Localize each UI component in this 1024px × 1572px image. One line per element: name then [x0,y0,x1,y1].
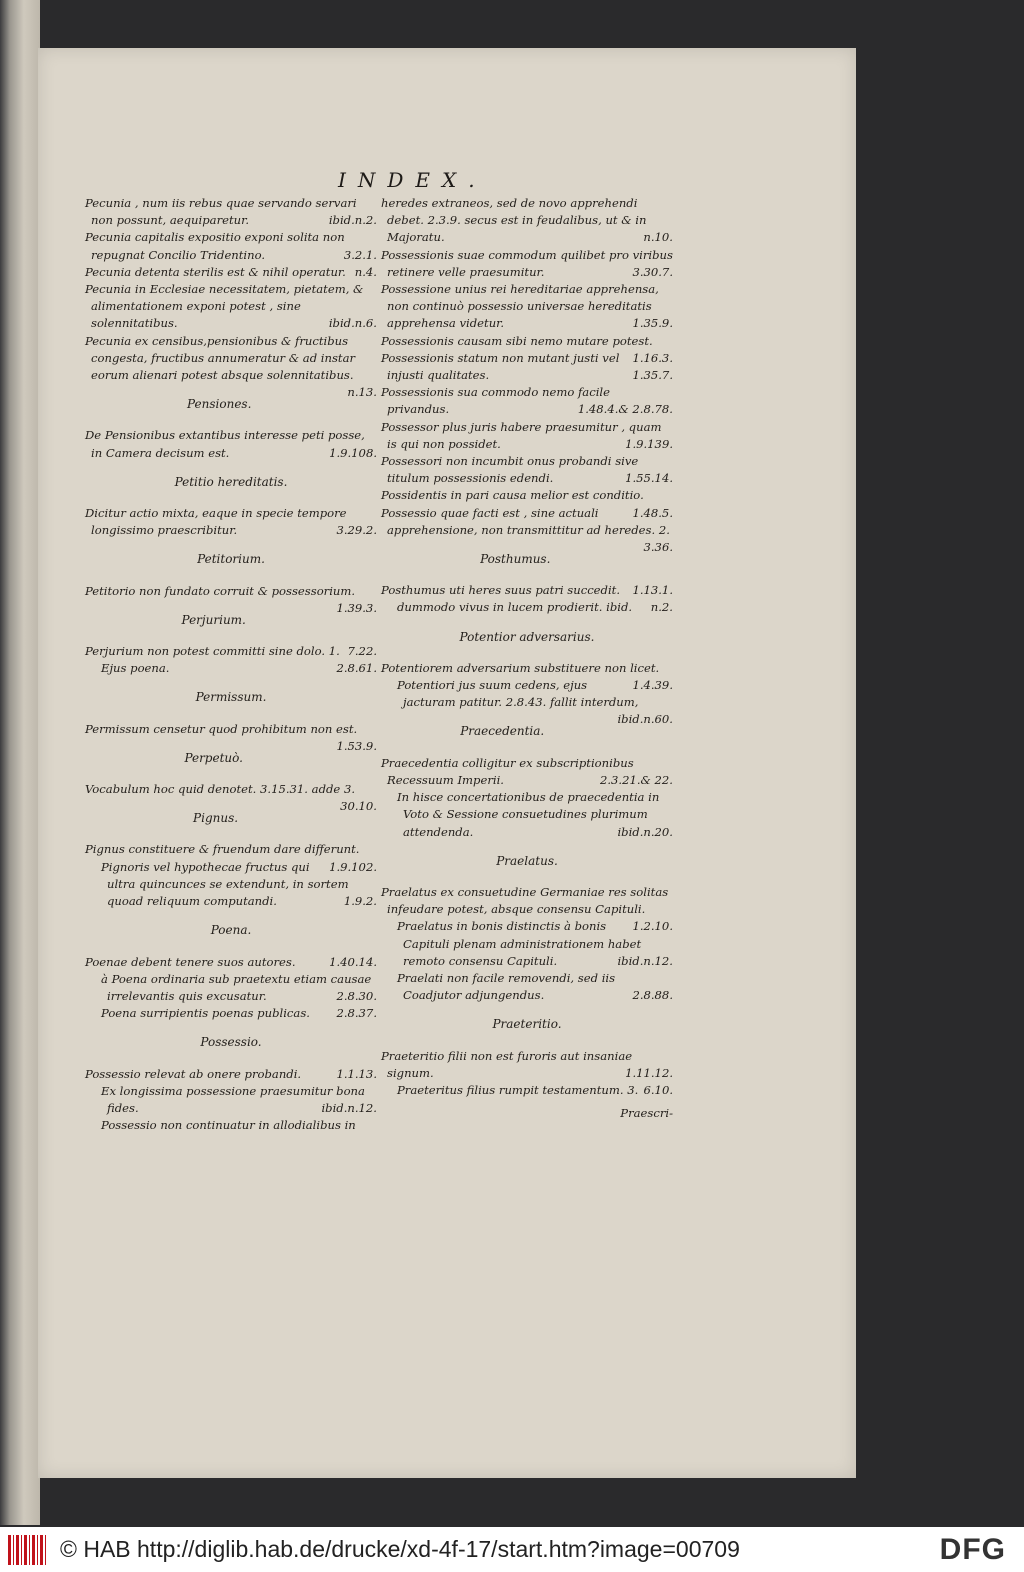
index-entry [381,755,673,789]
entry-text: Praecedentia colligitur ex subscriptionibus Recessuum Imperii. [381,755,634,787]
index-entry [381,453,673,487]
index-entry [381,599,673,616]
index-entry [381,1048,673,1082]
entry-text: Petitorium. [197,552,265,567]
entry-reference: ibid.n.12. [321,1100,377,1115]
index-heading [85,1034,377,1051]
index-entry [85,264,377,281]
index-heading [85,551,377,568]
entry-text: Petitorio non fundato corruit & possessorium. [85,583,356,598]
entry-text: Pignus constituere & fruendum dare differunt. [85,842,360,857]
index-entry [381,419,673,453]
index-entry [381,1082,673,1099]
index-entry [381,884,673,934]
entry-reference: 7.22. [347,644,377,659]
entry-reference: 2.8.30. [336,988,377,1003]
index-entry [381,195,673,247]
entry-reference: 1.9.139. [625,436,673,451]
entry-text: Possessori non incumbit onus probandi sive titulum possessionis edendi. [381,454,639,486]
index-heading [85,810,377,827]
entry-reference: ibid.n.20. [617,824,673,839]
left-index-column [85,195,377,1134]
entry-text: Posthumus. [480,552,551,567]
entry-reference: ibid.n.12. [617,953,673,968]
entry-text: Potentiorem adversarium substituere non licet. [381,660,660,675]
entry-text: Potentior adversarius. [459,629,595,644]
entry-reference: 3.36. [643,540,673,555]
index-entry [85,954,377,971]
entry-text: Possessio non continuatur in allodialibus in [101,1118,356,1133]
index-entry [381,247,673,281]
entry-text: Petitio hereditatis. [174,474,288,489]
index-entry [85,1083,377,1117]
index-entry [381,487,673,520]
index-heading [381,551,673,568]
entry-text: Permissum. [195,690,267,705]
entry-text: Pecunia , num iis rebus quae servando servari non possunt, aequiparetur. [85,196,357,228]
entry-reference: 1.48.5. [632,505,673,520]
entry-reference: 3.30.7. [632,264,673,279]
entry-text: heredes extraneos, sed de novo apprehendi debet. 2.3.9. secus est in feudalibus, ut & in Majoratu. [381,196,647,245]
index-entry [381,970,673,1004]
hab-barcode-icon [8,1535,48,1565]
index-entry [381,350,673,384]
index-heading [85,396,377,413]
index-entry [381,789,673,841]
right-column-entries [381,195,673,1099]
entry-text: Potentiori jus suum cedens, ejus jacturam patitur. 2.8.43. fallit interdum, [397,678,639,710]
index-entry [85,643,377,660]
entry-text: Perpetuò. [184,750,243,765]
index-heading [381,853,673,870]
entry-text: Possessio relevat ab onere probandi. [85,1066,302,1081]
entry-reference: ibid.n.2. [328,213,377,228]
entry-text: Dicitur actio mixta, eaque in specie tempore longissimo praescribitur. [85,506,347,538]
index-heading [85,612,377,629]
entry-text: Praelati non facile removendi, sed iis Coadjutor adjungendus. [397,970,616,1003]
index-entry [381,918,673,970]
entry-text: Praelatus. [496,853,558,868]
entry-text: Pignoris vel hypothecae fructus qui ultra quincunces se extendunt, in sortem quoad reliquum computandi. [101,859,349,909]
index-entry [85,427,377,461]
entry-text: Possessione unius rei hereditariae apprehensa, non continuò possessio universae hereditatis apprehensa videtur. [381,282,659,331]
index-entry [85,583,377,615]
entry-text: à Poena ordinaria sub praetextu etiam causae irrelevantis quis excusatur. [101,971,372,1003]
entry-text: Perjurium non potest committi sine dolo. 1. [85,644,340,659]
index-entry [381,660,673,693]
entry-text: Possessor plus juris habere praesumitur , quam is qui non possidet. [381,419,662,451]
index-entry [381,677,673,727]
entry-text: Pecunia in Ecclesiae necessitatem, pietatem, & alimentationem exponi potest , sine solennitatibus. [85,282,364,331]
entry-text: In hisce concertationibus de praecedentia in Voto & Sessione consuetudines plurimum attendenda. [397,790,660,839]
index-entry [85,781,377,814]
entry-text: Praeteritio filii non est furoris aut insaniae signum. [381,1048,633,1080]
entry-text: Vocabulum hoc quid denotet. 3.15.31. adde 3. [85,782,356,797]
page-header: INDEX. [338,168,487,192]
entry-text: Possessionis sua commodo nemo facile privandus. [381,385,610,417]
index-entry [85,660,377,677]
index-heading [85,750,377,767]
entry-reference: 1.9.2. [343,894,377,909]
index-entry [381,281,673,333]
index-entry [85,1117,377,1134]
entry-reference: 6.10. [643,1082,673,1097]
entry-text: dummodo vivus in lucem prodierit. ibid. [397,600,633,615]
entry-reference: ibid.n.6. [328,316,377,331]
entry-text: Possessionis causam sibi nemo mutare potest. [381,333,653,348]
entry-reference: n.13. [347,385,377,400]
index-entry [85,721,377,753]
entry-reference: 1.35.9. [632,316,673,331]
entry-text: Praelatus ex consuetudine Germaniae res solitas infeudare potest, absque consensu Capituli. [381,884,669,917]
index-entry [381,384,673,418]
entry-reference: n.2. [650,600,673,615]
entry-text: Praelatus in bonis distinctis à bonis Capituli plenam administrationem habet remoto consensu Capituli. [397,919,642,968]
entry-text: Pignus. [193,811,239,826]
entry-reference: 1.55.14. [625,471,673,486]
index-entry [85,333,377,400]
entry-reference: ibid.n.60. [617,712,673,727]
index-entry [85,971,377,1005]
entry-text: Possessionis statum non mutant justi vel injusti qualitates. [381,350,620,383]
entry-text: Poenae debent tenere suos autores. [85,954,296,969]
entry-text: Pensiones. [187,397,252,412]
entry-text: Possessio quae facti est , sine actuali apprehensione, non transmittitur ad heredes. 2. [381,505,670,537]
entry-text: Praeteritus filius rumpit testamentum. 3. [397,1082,639,1097]
index-entry [85,505,377,539]
entry-reference: 1.48.4.& 2.8.78. [577,402,673,417]
entry-reference: 1.40.14. [329,954,377,969]
index-heading [85,689,377,706]
right-index-column [381,195,673,1122]
index-heading [381,629,673,646]
entry-reference: 1.53.9. [336,738,377,753]
entry-text: Permissum censetur quod prohibitum non est. [85,721,358,736]
index-heading [85,922,377,939]
index-entry [85,195,377,229]
entry-reference: 1.39.3. [336,600,377,615]
index-entry [85,1005,377,1022]
entry-reference: 3.29.2. [336,523,377,538]
entry-text: Ex longissima possessione praesumitur bona fides. [101,1083,365,1115]
entry-reference: 1.16.3. [632,350,673,365]
entry-reference: n.4. [354,264,377,279]
entry-text: Pecunia detenta sterilis est & nihil operatur. [85,264,346,279]
entry-text: Praecedentia. [460,724,545,739]
entry-reference: n.10. [643,230,673,245]
entry-text: Possessionis suae commodum quilibet pro viribus retinere velle praesumitur. [381,247,673,279]
index-entry [85,1066,377,1083]
entry-text: Posthumus uti heres suus patri succedit. [381,583,621,598]
entry-reference: 1.9.108. [329,445,377,460]
book-fold-edge [0,0,40,1525]
entry-text: Possidentis in pari causa melior est conditio. [381,488,644,503]
footer-bar [0,1527,1024,1572]
entry-text: Praeteritio. [492,1017,562,1032]
entry-reference: 3.2.1. [343,247,377,262]
index-entry [85,229,377,263]
entry-reference: 2.8.88. [632,988,673,1003]
index-heading [85,474,377,491]
entry-reference: 30.10. [340,799,377,814]
entry-reference: 2.8.37. [336,1006,377,1021]
index-heading [381,1016,673,1033]
index-entry [85,841,377,874]
entry-reference: 1.2.10. [632,919,673,934]
footer-credit-link[interactable]: © HAB http://diglib.hab.de/drucke/xd-4f-17/start.htm?image=00709 [60,1536,740,1562]
entry-reference: 1.13.1. [632,583,673,598]
entry-text: Poena surripientis poenas publicas. [101,1006,310,1021]
entry-text: Pecunia ex censibus,pensionibus & fructibus congesta, fructibus annumeratur & ad instar eorum alienari potest absque solennitatibus. [85,333,356,383]
entry-reference: 1.1.13. [336,1066,377,1081]
entry-reference: 2.3.21.& 22. [599,772,673,787]
index-entry [381,505,673,555]
catchword: Praescri- [620,1106,673,1121]
entry-text: Possessio. [200,1035,262,1050]
entry-text: Pecunia capitalis expositio exponi solita non repugnat Concilio Tridentino. [85,230,345,262]
index-entry [381,582,673,599]
entry-reference: 1.35.7. [632,368,673,383]
entry-reference: 1.9.102. [329,859,377,874]
entry-reference: 1.11.12. [625,1065,673,1080]
index-entry [381,333,673,365]
index-entry [85,281,377,333]
book-page [38,48,856,1478]
entry-text: De Pensionibus extantibus interesse peti posse, in Camera decisum est. [85,428,365,460]
dfg-logo: DFG [939,1532,1006,1566]
entry-reference: 2.8.61. [336,661,377,676]
entry-reference: 1.4.39. [632,678,673,693]
entry-text: Ejus poena. [101,661,170,676]
entry-text: Poena. [210,923,252,938]
entry-text: Perjurium. [181,612,246,627]
